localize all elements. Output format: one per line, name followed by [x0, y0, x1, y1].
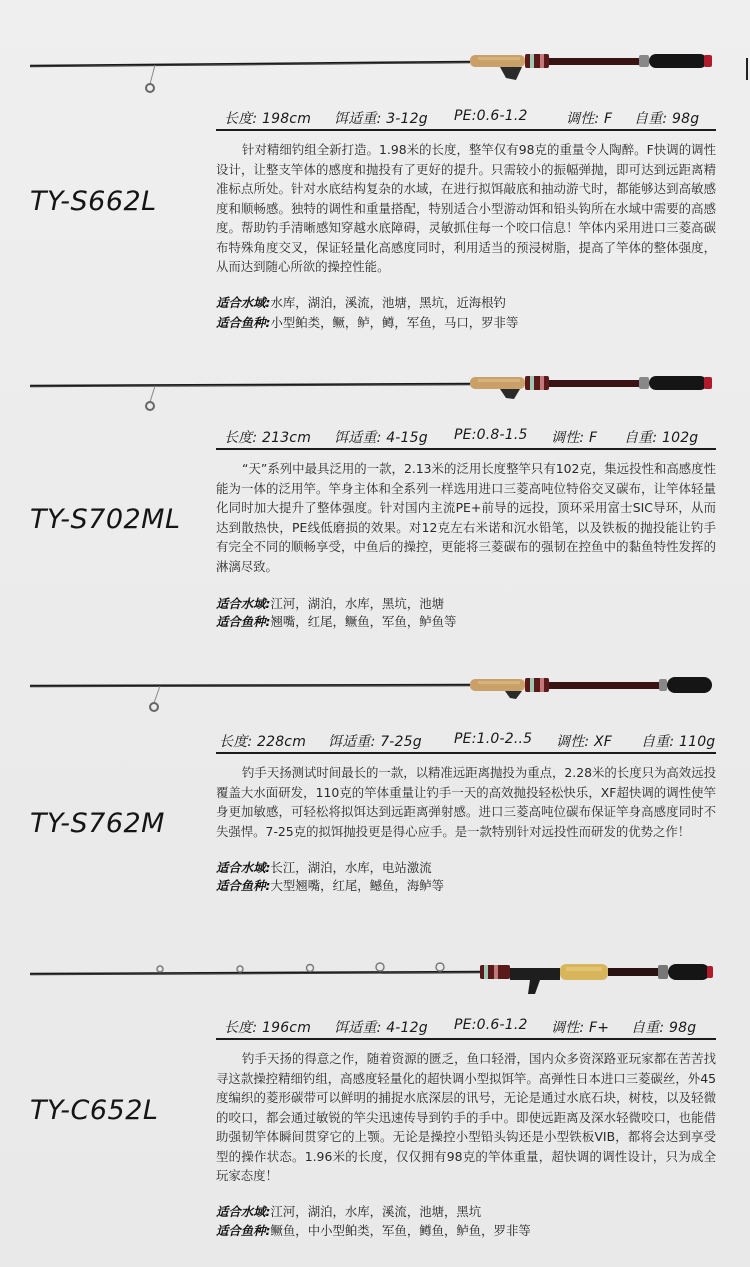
suitable-fish: 适合鱼种:鳜鱼，中小型鲌类，军鱼，鳟鱼，鲈鱼，罗非等 [216, 1223, 531, 1238]
spec-pe-line: PE:0.6-1.2 [454, 108, 528, 124]
spec-pe-line: PE:0.8-1.5 [454, 427, 528, 443]
spec-length: 长度: 198cm [224, 111, 312, 127]
spec-length: 长度: 213cm [224, 430, 312, 446]
suitable-waters: 适合水域:水库，湖泊，溪流，池塘，黑坑，近海根钓 [216, 295, 506, 310]
suitable-waters: 适合水域:江河，湖泊，水库，黑坑，池塘 [216, 596, 444, 611]
casting-rod-image [0, 912, 750, 1022]
product-section [0, 912, 750, 1267]
spec-underline [216, 448, 716, 450]
spec-action: 调性: XF [556, 734, 613, 750]
spec-pe-line: PE:1.0-2..5 [454, 731, 533, 747]
spec-underline [216, 752, 716, 754]
spec-action: 调性: F [551, 430, 598, 446]
spinning-rod-image [0, 625, 750, 735]
spec-pe-line: PE:0.6-1.2 [454, 1017, 528, 1033]
suitable-fish: 适合鱼种:小型鲌类，鳜，鲈，鳟，军鱼，马口，罗非等 [216, 315, 519, 330]
suitable-fish: 适合鱼种:大型翘嘴，红尾，鳡鱼，海鲈等 [216, 878, 444, 893]
product-section [0, 0, 750, 330]
spinning-rod-image [0, 0, 750, 110]
spec-lure-weight: 饵适重: 7-25g [328, 734, 422, 750]
spec-action: 调性: F [566, 111, 613, 127]
spec-weight: 自重: 98g [631, 1020, 697, 1036]
spec-action: 调性: F+ [551, 1020, 610, 1036]
spec-bar [216, 105, 716, 131]
spinning-rod-image [0, 320, 750, 430]
product-section [0, 625, 750, 925]
spec-weight: 自重: 98g [634, 111, 700, 127]
spec-lure-weight: 饵适重: 4-15g [334, 430, 428, 446]
spec-lure-weight: 饵适重: 3-12g [334, 111, 428, 127]
product-description: 钓手天扬测试时间最长的一款，以精准远距离抛投为重点，2.28米的长度只为高效远投覆盖大水面研发，110克的竿体重量让钓手一天的高效抛投轻松快乐，XF超快调的调性使竿身更加敏感，可轻松将拟饵达到远距离弹射感。进口三菱高吨位碳布保证竿身高感度同时不失强悍。7-25克的拟饵抛投更是得心应手。是一款特别针对远投性而研发的优势之作！ [216, 765, 716, 839]
model-name: TY-S762M [30, 808, 165, 839]
model-name: TY-S662L [30, 186, 157, 217]
model-name: TY-S702ML [30, 504, 181, 535]
spec-weight: 自重: 102g [624, 430, 699, 446]
product-description: “天”系列中最具泛用的一款，2.13米的泛用长度整竿只有102克，集远投性和高感度性能为一体的泛用竿。竿身主体和全系列一样选用进口三菱高吨位特俗交叉碳布，让竿体轻量化同时加大提升了整体强度。针对国内主流PE+前导的远投，顶环采用富士SIC导环，从而达到散热快，PE线低磨损的效果。对12克左右米诺和沉水铅笔，以及铁板的抛投能让钓手有完全不同的顺畅享受，中鱼后的操控，更能将三菱碳布的强韧在控鱼中的黏鱼特性发挥的淋漓尽致。 [216, 461, 716, 574]
suitable-fish: 适合鱼种:翘嘴，红尾，鳜鱼，军鱼，鲈鱼等 [216, 614, 457, 629]
product-description: 钓手天扬的得意之作，随着资源的匮乏，鱼口轻滑，国内众多资深路亚玩家都在苦苦找寻这款操控精细钓组，高感度轻量化的超快调小型拟饵竿。高弹性日本进口三菱碳丝，外45度编织的菱形碳带可以鲜明的捕捉水底深层的讯号，无论是通过水底石块，树枝，以及轻微的咬口，都会通过敏锐的竿尖迅速传导到钓手的手中。即使远距离及深水轻微咬口，也能借助强韧竿体瞬间贯穿它的上颚。无论是操控小型铅头钩还是小型铁板VIB，都将会达到享受型的操作状态。1.96米的长度，仅仅拥有98克的竿体重量，超快调的调性设计，只为成全玩家态度！ [216, 1051, 716, 1183]
model-name: TY-C652L [30, 1095, 159, 1126]
spec-weight: 自重: 110g [641, 734, 716, 750]
spec-bar [216, 424, 716, 450]
suitable-waters: 适合水域:长江，湖泊，水库，电站激流 [216, 860, 432, 875]
spec-underline [216, 1038, 716, 1040]
spec-underline [216, 129, 716, 131]
spec-bar [216, 728, 716, 754]
spec-length: 长度: 196cm [224, 1020, 312, 1036]
suitable-waters: 适合水域:江河，湖泊，水库，溪流，池塘，黑坑 [216, 1204, 482, 1219]
product-section [0, 320, 750, 640]
spec-length: 长度: 228cm [219, 734, 307, 750]
spec-lure-weight: 饵适重: 4-12g [334, 1020, 428, 1036]
spec-bar [216, 1014, 716, 1040]
product-description: 针对精细钓组全新打造。1.98米的长度，整竿仅有98克的重量令人陶醉。F快调的调性设计，让整支竿体的感度和抛投有了更好的提升。只需较小的振幅弹抛，即可达到远距离精准标点所处。针对水底结构复杂的水域，在进行拟饵敲底和抽动游弋时，都能够达到高敏感度和顺畅感。独特的调性和重量搭配，特别适合小型游动饵和铅头钩所在水域中需要的高感度。帮助钓手清晰感知穿越水底障碍，灵敏抓住每一个咬口信息！竿体内采用进口三菱高碳布特殊角度交叉，保证轻量化高感度同时，利用适当的预浸树脂，提高了竿体的整体强度，从而达到随心所欲的操控性能。 [216, 142, 716, 274]
